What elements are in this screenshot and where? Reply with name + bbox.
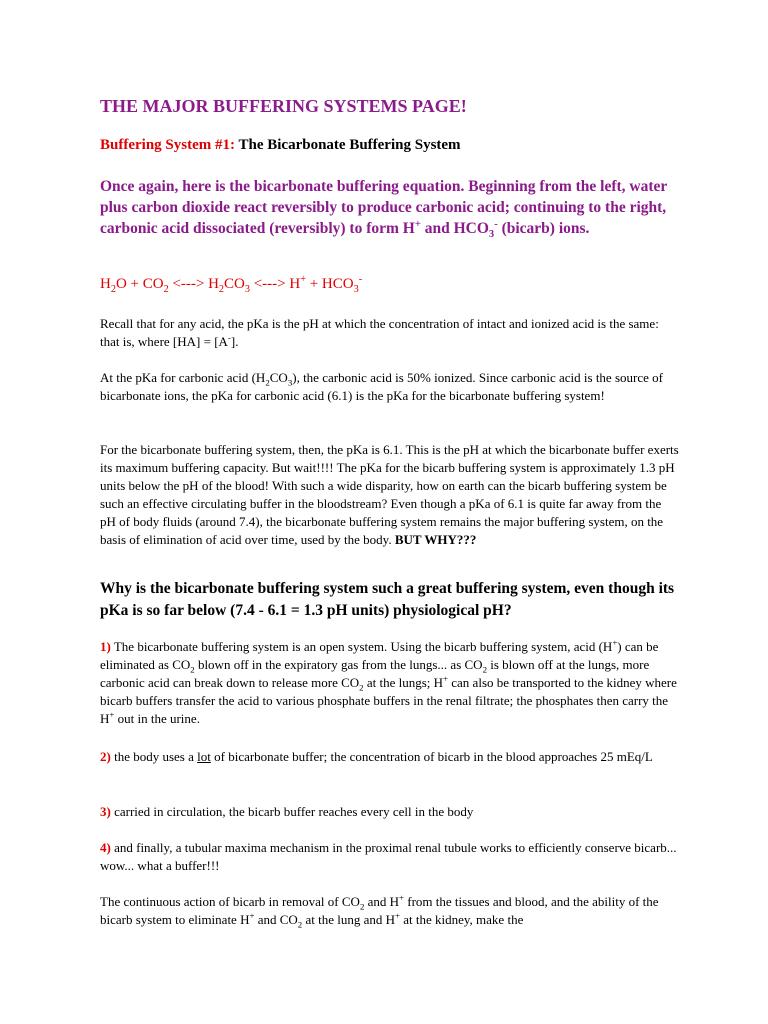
buffer-equation: $H_2O + CO_2$ <---> $H_2CO_3$ <---> $H^+ + HCO_3^-$ [100,274,363,295]
point-1: 1) The bicarbonate buffering system is an open system. Using the bicarb buffering system, acid (H+) can be eliminated as $CO_2$ blown off in the expiratory gas from the lungs... as $CO_2$ is blown off at the lungs, more carbonic acid can break down to release more $CO_2$ at the lungs; H+ can also be transported to the kidney where bicarb buffers transfer the acid to various phosphate buffers in the renal filtrate; the phosphates then carry the H+ out in the urine. [100,637,677,726]
paragraph-pka-disparity: For the bicarbonate buffering system, then, the pKa is 6.1. This is the pH at which the bicarbonate buffer exerts its maximum buffering capacity. But wait!!!! The pKa for the bicarb buffering system is approximately 1.3 pH units below the pH of the blood! With such a wide disparity, how on earth can the bicarb buffering system be such an effective circulating buffer in the bloodstream? Even though a pKa of 6.1 is quite far away from the pH of body fluids (around 7.4), the bicarbonate buffering system remains the major buffering system, on the basis of elimination of acid over time, used by the body. BUT WHY??? [100,442,679,547]
point-4: 4) and finally, a tubular maxima mechanism in the proximal renal tubule works to efficiently conserve bicarb... wow... what a buffer!!! [100,840,677,873]
point-3: 3) carried in circulation, the bicarb buffer reaches every cell in the body [100,804,474,819]
section-label: Buffering System #1: [100,137,235,153]
why-question-heading: Why is the bicarbonate buffering system such a great buffering system, even though its pKa is so far below (7.4 - 6.1 = 1.3 pH units) physiological pH? [100,580,675,619]
point-2: 2) the body uses a lot of bicarbonate buffer; the concentration of bicarb in the blood approaches 25 mEq/L [100,749,653,764]
but-why-emphasis: BUT WHY??? [394,532,477,547]
section-heading [100,137,461,154]
page-title: THE MAJOR BUFFERING SYSTEMS PAGE! [100,96,467,116]
paragraph-pka-definition: Recall that for any acid, the pKa is the pH at which the concentration of intact and ionized acid is the same: that is, where [HA] = [A-]. [100,316,659,349]
intro-paragraph: Once again, here is the bicarbonate buffering equation. Beginning from the left, water plus carbon dioxide react reversibly to produce carbonic acid; continuing to the right, carbonic acid dissociated (reversibly) to form H+ and $HCO_3^-$ (bicarb) ions. [100,178,668,241]
section-title: The Bicarbonate Buffering System [238,137,461,153]
closing-paragraph: The continuous action of bicarb in removal of $CO_2$ and H+ from the tissues and blood, and the ability of the bicarb system to eliminate H+ and $CO_2$ at the lung and H+ at the kidney, make the [100,892,659,930]
paragraph-carbonic-acid: At the pKa for carbonic acid $(H_2CO_3)$, the carbonic acid is 50% ionized. Since carbonic acid is the source of bicarbonate ions, the pKa for carbonic acid (6.1) is the pKa for the bicarbonate buffering system! [100,370,663,403]
